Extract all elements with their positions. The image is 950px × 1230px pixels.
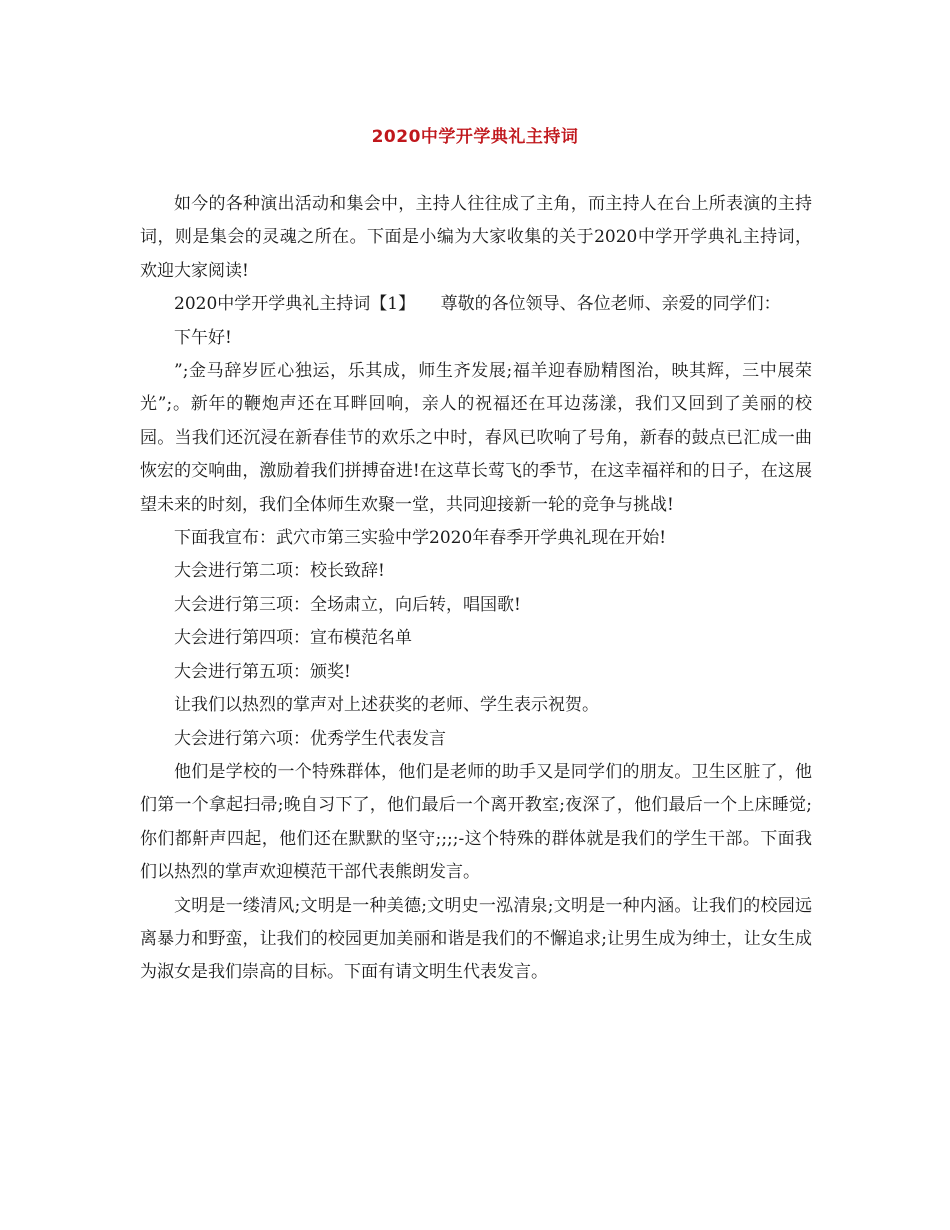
paragraph-item-5: 大会进行第五项：颁奖!: [174, 661, 351, 682]
paragraph-item-4: 大会进行第四项：宣布模范名单: [174, 628, 412, 649]
paragraph-greeting: 下午好!: [174, 327, 232, 348]
paragraph-opening: ”;金马辞岁匠心独运，乐其成，师生齐发展;福羊迎春励精图治，映其辉，三中展荣光”;。新年的鞭炮声还在耳畔回响，亲人的祝福还在耳边荡漾，我们又回到了美丽的校园。当我们还沉浸在新春佳节的欢乐之中时，春风已吹响了号角，新春的鼓点已汇成一曲恢宏的交响曲，激励着我们拼搏奋进!在这草长莺飞的季节，在这幸福祥和的日子，在这展望未来的时刻，我们全体师生欢聚一堂，共同迎接新一轮的竞争与挑战!: [140, 361, 812, 515]
paragraph-item-2: 大会进行第二项：校长致辞!: [174, 561, 385, 582]
paragraph-student-cadres: 他们是学校的一个特殊群体，他们是老师的助手又是同学们的朋友。卫生区脏了，他们第一个拿起扫帚;晚自习下了，他们最后一个离开教室;夜深了，他们最后一个上床睡觉;你们都鼾声四起，他们还在默默的坚守;;;;-这个特殊的群体就是我们的学生干部。下面我们以热烈的掌声欢迎模范干部代表熊朗发言。: [140, 761, 812, 883]
paragraph-announcement: 下面我宣布：武穴市第三实验中学2020年春季开学典礼现在开始!: [174, 528, 667, 549]
paragraph-heading-1: 2020中学开学典礼主持词【1】 尊敬的各位领导、各位老师、亲爱的同学们：: [174, 294, 781, 315]
page-title: 2020中学开学典礼主持词: [371, 127, 579, 147]
document-body: [140, 188, 812, 990]
paragraph-intro: 如今的各种演出活动和集会中，主持人往往成了主角，而主持人在台上所表演的主持词，则是集会的灵魂之所在。下面是小编为大家收集的关于2020中学开学典礼主持词，欢迎大家阅读!: [140, 194, 812, 281]
paragraph-item-6: 大会进行第六项：优秀学生代表发言: [174, 728, 446, 749]
paragraph-item-3: 大会进行第三项：全场肃立，向后转，唱国歌!: [174, 594, 521, 615]
paragraph-civility: 文明是一缕清风;文明是一种美德;文明史一泓清泉;文明是一种内涵。让我们的校园远离暴力和野蛮，让我们的校园更加美丽和谐是我们的不懈追求;让男生成为绅士，让女生成为淑女是我们崇高的目标。下面有请文明生代表发言。: [140, 895, 812, 983]
paragraph-congrats: 让我们以热烈的掌声对上述获奖的老师、学生表示祝贺。: [174, 695, 599, 716]
